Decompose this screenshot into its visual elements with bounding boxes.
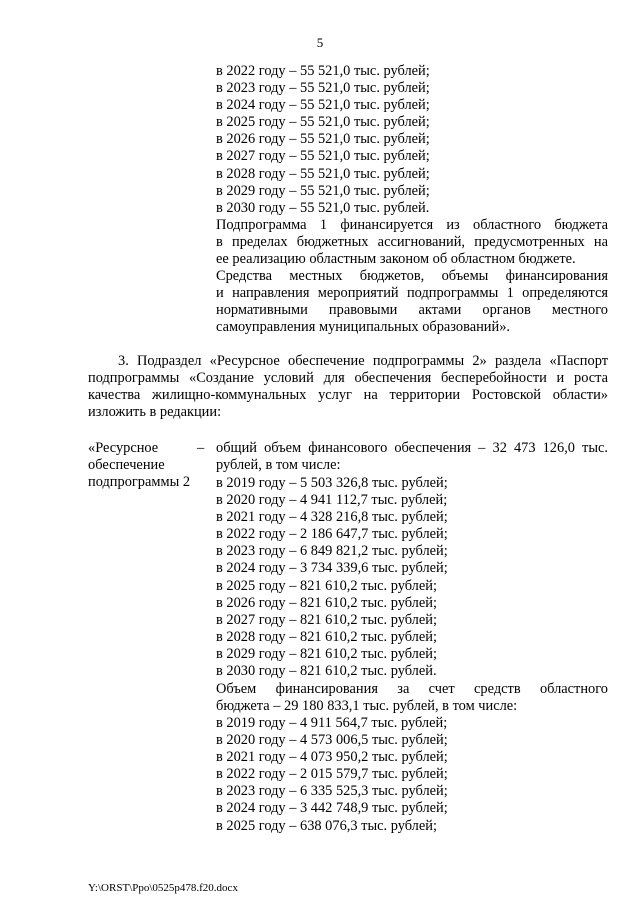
page-number: 5 bbox=[316, 35, 324, 50]
section-3-paragraph bbox=[88, 353, 608, 421]
list-item: в 2022 году – 2 186 647,7 тыс. рублей; bbox=[216, 526, 448, 543]
label-line: обеспечение bbox=[88, 457, 165, 474]
paragraph-line: Объем финансирования за счет средств областного bbox=[216, 681, 608, 697]
label-line: «Ресурсное bbox=[88, 440, 159, 456]
list-item: в 2022 году – 2 015 579,7 тыс. рублей; bbox=[216, 766, 448, 783]
paragraph-line: качества жилищно-коммунальных услуг на территории Ростовской области» bbox=[88, 387, 608, 404]
resource-label bbox=[88, 440, 198, 491]
paragraph-line: рублей, в том числе: bbox=[216, 457, 341, 474]
list-item: в 2019 году – 5 503 326,8 тыс. рублей; bbox=[216, 475, 448, 491]
list-item: в 2030 году – 55 521,0 тыс. рублей. bbox=[216, 199, 430, 216]
list-item: в 2023 году – 6 335 525,3 тыс. рублей; bbox=[216, 783, 448, 800]
label-dash: – bbox=[197, 440, 205, 456]
paragraph-local-budgets bbox=[216, 268, 608, 336]
list-item: в 2023 году – 6 849 821,2 тыс. рублей; bbox=[216, 543, 448, 560]
total-funding bbox=[216, 440, 608, 474]
label-line: подпрограммы 2 bbox=[88, 474, 191, 491]
regional-funding bbox=[216, 681, 608, 715]
paragraph-funding-regional bbox=[216, 217, 608, 268]
paragraph-line: ее реализацию областным законом об областном бюджете. bbox=[216, 251, 576, 268]
total-years-list bbox=[216, 475, 608, 680]
list-item: в 2026 году – 55 521,0 тыс. рублей; bbox=[216, 131, 430, 148]
list-item: в 2025 году – 821 610,2 тыс. рублей; bbox=[216, 577, 437, 594]
list-item: в 2025 году – 55 521,0 тыс. рублей; bbox=[216, 114, 430, 131]
paragraph-line: и направления мероприятий подпрограммы 1 определяются bbox=[216, 285, 608, 302]
top-years-list bbox=[216, 63, 608, 217]
list-item: в 2022 году – 55 521,0 тыс. рублей; bbox=[216, 63, 430, 79]
list-item: в 2024 году – 3 734 339,6 тыс. рублей; bbox=[216, 560, 448, 577]
list-item: в 2021 году – 4 328 216,8 тыс. рублей; bbox=[216, 509, 448, 526]
list-item: в 2027 году – 821 610,2 тыс. рублей; bbox=[216, 611, 437, 628]
paragraph-line: нормативными правовыми актами органов местного bbox=[216, 302, 608, 319]
paragraph-line: изложить в редакции: bbox=[88, 404, 222, 421]
list-item: в 2019 году – 4 911 564,7 тыс. рублей; bbox=[216, 715, 448, 731]
paragraph-line: Подпрограмма 1 финансируется из областного бюджета bbox=[216, 217, 608, 233]
list-item: в 2026 году – 821 610,2 тыс. рублей; bbox=[216, 594, 437, 611]
paragraph-line: бюджета – 29 180 833,1 тыс. рублей, в том числе: bbox=[216, 698, 518, 715]
list-item: в 2028 году – 55 521,0 тыс. рублей; bbox=[216, 165, 430, 182]
list-item: в 2027 году – 55 521,0 тыс. рублей; bbox=[216, 148, 430, 165]
list-item: в 2020 году – 4 941 112,7 тыс. рублей; bbox=[216, 492, 448, 509]
paragraph-line: 3. Подраздел «Ресурсное обеспечение подпрограммы 2» раздела «Паспорт bbox=[118, 353, 608, 369]
list-item: в 2024 году – 55 521,0 тыс. рублей; bbox=[216, 97, 430, 114]
list-item: в 2030 году – 821 610,2 тыс. рублей. bbox=[216, 663, 437, 680]
list-item: в 2021 году – 4 073 950,2 тыс. рублей; bbox=[216, 749, 448, 766]
list-item: в 2023 году – 55 521,0 тыс. рублей; bbox=[216, 80, 430, 97]
paragraph-line: Средства местных бюджетов, объемы финансирования bbox=[216, 268, 608, 284]
paragraph-line: подпрограммы «Создание условий для обеспечения бесперебойности и роста bbox=[88, 370, 608, 387]
regional-years-list bbox=[216, 715, 608, 835]
paragraph-line: в пределах бюджетных ассигнований, предусмотренных на bbox=[216, 234, 608, 251]
file-path-footer: Y:\ORST\Ppo\0525p478.f20.docx bbox=[88, 882, 238, 894]
list-item: в 2020 году – 4 573 006,5 тыс. рублей; bbox=[216, 732, 448, 749]
list-item: в 2028 году – 821 610,2 тыс. рублей; bbox=[216, 628, 437, 645]
list-item: в 2025 году – 638 076,3 тыс. рублей; bbox=[216, 817, 437, 834]
list-item: в 2024 году – 3 442 748,9 тыс. рублей; bbox=[216, 800, 448, 817]
paragraph-line: самоуправления муниципальных образований». bbox=[216, 319, 510, 336]
list-item: в 2029 году – 55 521,0 тыс. рублей; bbox=[216, 182, 430, 199]
paragraph-line: общий объем финансового обеспечения – 32 473 126,0 тыс. bbox=[216, 440, 608, 456]
list-item: в 2029 году – 821 610,2 тыс. рублей; bbox=[216, 645, 437, 662]
